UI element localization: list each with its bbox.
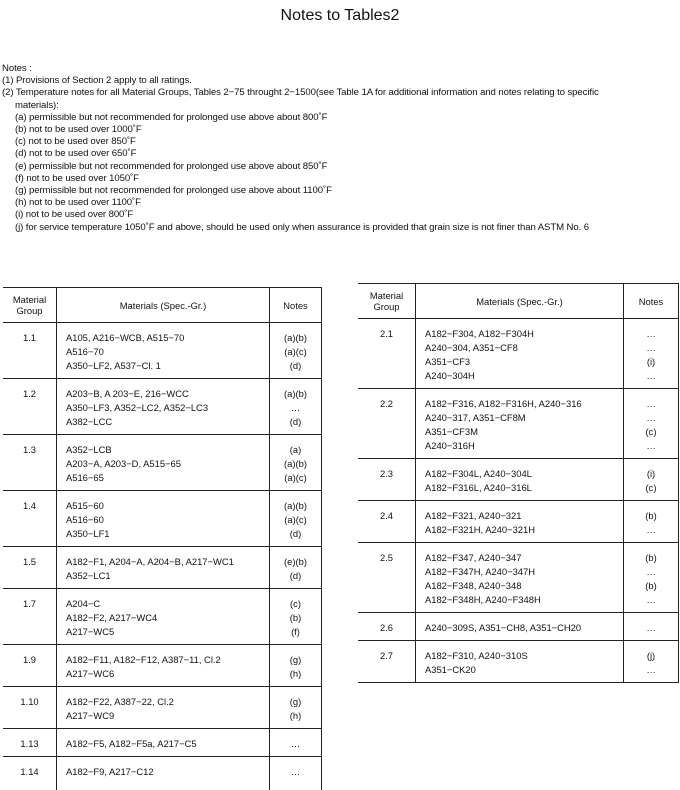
material-spec: A182−F304L, A240−304L bbox=[425, 468, 532, 479]
material-spec: A351−CK20 bbox=[425, 664, 476, 675]
table-header bbox=[3, 288, 322, 323]
material-spec: A182−F5, A182−F5a, A217−C5 bbox=[66, 738, 197, 749]
table-row bbox=[3, 435, 322, 491]
note-ref: (c) bbox=[645, 426, 657, 437]
material-group-cell: 2.6 bbox=[358, 613, 416, 641]
note-ref: … bbox=[290, 738, 301, 749]
note-ref: (b) bbox=[645, 510, 657, 521]
note-ref: … bbox=[646, 412, 656, 423]
table-row bbox=[3, 589, 322, 645]
temperature-note: (i) not to be used over 800˚F bbox=[15, 209, 134, 221]
material-spec: A516−65 bbox=[66, 472, 104, 483]
material-spec: A182−F2, A217−WC4 bbox=[66, 612, 158, 623]
materials-cell bbox=[57, 435, 270, 491]
materials-cell bbox=[416, 389, 624, 459]
material-spec: A240−309S, A351−CH8, A351−CH20 bbox=[425, 622, 582, 633]
table-row bbox=[358, 319, 679, 389]
notes-cell bbox=[270, 491, 322, 547]
note-ref: (h) bbox=[289, 668, 302, 679]
note-ref: (i) bbox=[646, 468, 656, 479]
material-spec: A203−B, A 203−E, 216−WCC bbox=[66, 388, 189, 399]
material-spec: A182−F22, A387−22, Cl.2 bbox=[66, 696, 174, 707]
material-group-cell: 1.4 bbox=[3, 491, 57, 547]
material-spec: A217−WC6 bbox=[66, 668, 115, 679]
note-ref: (b) bbox=[289, 612, 302, 623]
materials-cell bbox=[57, 757, 270, 790]
material-spec: A182−F321H, A240−321H bbox=[425, 524, 535, 535]
note-ref: … bbox=[290, 766, 301, 777]
material-table-group-1 bbox=[3, 287, 322, 790]
material-group-cell: 2.3 bbox=[358, 459, 416, 501]
note-ref: (b) bbox=[645, 580, 657, 591]
note-ref: (a)(c) bbox=[284, 346, 307, 357]
material-spec: A203−A, A203−D, A515−65 bbox=[66, 458, 181, 469]
material-group-cell: 2.2 bbox=[358, 389, 416, 459]
temperature-note: (f) not to be used over 1050˚F bbox=[15, 172, 139, 184]
table-row bbox=[358, 389, 679, 459]
temperature-notes bbox=[2, 112, 678, 234]
material-group-cell: 1.1 bbox=[3, 323, 57, 379]
header-material-group: Material Group bbox=[3, 288, 57, 323]
notes-cell bbox=[270, 687, 322, 729]
note-2: (2) Temperature notes for all Material Groups, Tables 2−75 throught 2−1500(see Table 1A for additional information and notes relating to specific bbox=[2, 87, 599, 99]
materials-cell bbox=[416, 543, 624, 613]
note-ref: … bbox=[646, 664, 656, 675]
material-spec: A382−LCC bbox=[66, 416, 113, 427]
note-ref: (d) bbox=[289, 360, 302, 371]
notes-cell bbox=[624, 501, 679, 543]
note-ref: (e)(b) bbox=[284, 556, 307, 567]
notes-cell bbox=[270, 729, 322, 757]
notes-cell bbox=[624, 459, 679, 501]
material-spec: A182−F348H, A240−F348H bbox=[425, 594, 541, 605]
note-2-cont: materials): bbox=[15, 99, 59, 111]
materials-cell bbox=[57, 491, 270, 547]
header-notes: Notes bbox=[624, 284, 679, 319]
notes-cell bbox=[270, 547, 322, 589]
table-header bbox=[358, 284, 679, 319]
material-spec: A240−304, A351−CF8 bbox=[425, 342, 518, 353]
notes-cell bbox=[270, 589, 322, 645]
material-group-cell: 1.2 bbox=[3, 379, 57, 435]
notes-heading: Notes : bbox=[2, 63, 32, 74]
table-row bbox=[3, 379, 322, 435]
table-row bbox=[3, 547, 322, 589]
note-ref: (g) bbox=[289, 654, 302, 665]
table-row bbox=[3, 757, 322, 790]
header-materials: Materials (Spec.-Gr.) bbox=[416, 284, 624, 319]
material-group-cell: 2.5 bbox=[358, 543, 416, 613]
note-1: (1) Provisions of Section 2 apply to all ratings. bbox=[2, 75, 192, 87]
material-spec: A217−WC5 bbox=[66, 626, 115, 637]
note-ref: … bbox=[646, 566, 656, 577]
notes-cell bbox=[270, 379, 322, 435]
material-group-cell: 1.13 bbox=[3, 729, 57, 757]
material-spec: A516−60 bbox=[66, 514, 104, 525]
material-spec: A217−WC9 bbox=[66, 710, 115, 721]
material-spec: A182−F316L, A240−316L bbox=[425, 482, 532, 493]
note-ref: (a)(c) bbox=[284, 472, 307, 483]
material-spec: A182−F316, A182−F316H, A240−316 bbox=[425, 398, 582, 409]
note-ref: (d) bbox=[289, 528, 302, 539]
material-spec: A240−304H bbox=[425, 370, 475, 381]
materials-cell bbox=[57, 379, 270, 435]
material-table-group-2 bbox=[358, 283, 679, 683]
materials-cell bbox=[57, 589, 270, 645]
material-spec: A182−F9, A217−C12 bbox=[66, 766, 154, 777]
material-spec: A515−60 bbox=[66, 500, 104, 511]
table-row bbox=[3, 491, 322, 547]
materials-cell bbox=[416, 501, 624, 543]
notes-cell bbox=[270, 757, 322, 790]
notes-cell bbox=[624, 613, 679, 641]
material-group-cell: 2.1 bbox=[358, 319, 416, 389]
note-ref: … bbox=[646, 440, 656, 451]
note-ref: (i) bbox=[646, 356, 656, 367]
temperature-note: (a) permissible but not recommended for prolonged use above about 800˚F bbox=[15, 111, 328, 123]
notes-cell bbox=[624, 319, 679, 389]
material-group-cell: 1.5 bbox=[3, 547, 57, 589]
material-spec: A351−CF3 bbox=[425, 356, 471, 367]
table-row bbox=[358, 459, 679, 501]
note-ref: (a) bbox=[289, 444, 302, 455]
table-row bbox=[358, 613, 679, 641]
note-ref: (a)(b) bbox=[284, 500, 307, 511]
table-row bbox=[3, 645, 322, 687]
temperature-note: (j) for service temperature 1050˚F and above, should be used only when assurance is provided that grain size is not finer than ASTM No. 6 bbox=[15, 221, 589, 233]
material-group-cell: 1.7 bbox=[3, 589, 57, 645]
notes-cell bbox=[270, 323, 322, 379]
header-notes: Notes bbox=[270, 288, 322, 323]
materials-cell bbox=[57, 729, 270, 757]
material-spec: A240−316H bbox=[425, 440, 475, 451]
note-ref: (j) bbox=[646, 650, 656, 661]
header-materials: Materials (Spec.-Gr.) bbox=[57, 288, 270, 323]
table-row bbox=[358, 543, 679, 613]
material-spec: A204−C bbox=[66, 598, 101, 609]
notes-cell bbox=[270, 435, 322, 491]
material-group-cell: 1.14 bbox=[3, 757, 57, 790]
temperature-note: (g) permissible but not recommended for prolonged use above about 1100˚F bbox=[15, 185, 332, 197]
note-ref: … bbox=[646, 328, 656, 339]
note-ref: … bbox=[290, 402, 301, 413]
material-group-cell: 2.4 bbox=[358, 501, 416, 543]
material-spec: A516−70 bbox=[66, 346, 104, 357]
note-ref: … bbox=[646, 594, 656, 605]
material-group-cell: 1.9 bbox=[3, 645, 57, 687]
material-spec: A352−LCB bbox=[66, 444, 112, 455]
material-spec: A240−317, A351−CF8M bbox=[425, 412, 526, 423]
note-ref: … bbox=[646, 342, 656, 353]
table-row bbox=[3, 323, 322, 379]
temperature-note: (h) not to be used over 1100˚F bbox=[15, 197, 141, 209]
material-spec: A182−F347, A240−347 bbox=[425, 552, 522, 563]
temperature-note: (c) not to be used over 850˚F bbox=[15, 136, 136, 148]
note-ref: … bbox=[646, 622, 656, 633]
note-ref: (a)(b) bbox=[284, 332, 307, 343]
temperature-note: (e) permissible but not recommended for prolonged use above about 850˚F bbox=[15, 160, 328, 172]
note-ref: (b) bbox=[645, 552, 657, 563]
notes-cell bbox=[270, 645, 322, 687]
table-row bbox=[358, 641, 679, 683]
materials-cell bbox=[416, 613, 624, 641]
table-row bbox=[358, 501, 679, 543]
page-title: Notes to Tables2 bbox=[280, 7, 400, 24]
material-spec: A350−LF2, A537−Cl. 1 bbox=[66, 360, 161, 371]
notes-cell bbox=[624, 543, 679, 613]
note-ref: (a)(c) bbox=[284, 514, 307, 525]
materials-cell bbox=[57, 547, 270, 589]
note-ref: (h) bbox=[289, 710, 302, 721]
material-spec: A182−F347H, A240−347H bbox=[425, 566, 535, 577]
note-ref: (a)(b) bbox=[284, 388, 307, 399]
note-ref: (a)(b) bbox=[284, 458, 307, 469]
material-spec: A352−LC1 bbox=[66, 570, 111, 581]
material-group-cell: 1.3 bbox=[3, 435, 57, 491]
materials-cell bbox=[57, 645, 270, 687]
material-group-cell: 1.10 bbox=[3, 687, 57, 729]
material-spec: A182−F304, A182−F304H bbox=[425, 328, 534, 339]
materials-cell bbox=[416, 641, 624, 683]
note-ref: (c) bbox=[645, 482, 657, 493]
note-ref: … bbox=[646, 524, 656, 535]
material-spec: A182−F11, A182−F12, A387−11, Cl.2 bbox=[66, 654, 221, 665]
materials-cell bbox=[416, 319, 624, 389]
material-spec: A105, A216−WCB, A515−70 bbox=[66, 332, 185, 343]
note-ref: (d) bbox=[289, 570, 302, 581]
table-row bbox=[3, 687, 322, 729]
material-group-cell: 2.7 bbox=[358, 641, 416, 683]
material-spec: A351−CF3M bbox=[425, 426, 478, 437]
material-spec: A350−LF3, A352−LC2, A352−LC3 bbox=[66, 402, 209, 413]
temperature-note: (d) not to be used over 650˚F bbox=[15, 148, 137, 160]
material-spec: A182−F1, A204−A, A204−B, A217−WC1 bbox=[66, 556, 234, 567]
header-material-group: Material Group bbox=[358, 284, 416, 319]
materials-cell bbox=[57, 687, 270, 729]
note-ref: … bbox=[646, 370, 656, 381]
notes-cell bbox=[624, 641, 679, 683]
materials-cell bbox=[416, 459, 624, 501]
note-ref: (c) bbox=[290, 598, 301, 609]
table-row bbox=[3, 729, 322, 757]
notes-section bbox=[2, 63, 678, 234]
material-spec: A350−LF1 bbox=[66, 528, 110, 539]
note-ref: (g) bbox=[289, 696, 302, 707]
material-spec: A182−F348, A240−348 bbox=[425, 580, 522, 591]
note-ref: … bbox=[646, 398, 656, 409]
notes-cell bbox=[624, 389, 679, 459]
note-ref: (f) bbox=[291, 626, 300, 637]
materials-cell bbox=[57, 323, 270, 379]
temperature-note: (b) not to be used over 1000˚F bbox=[15, 124, 142, 136]
note-ref: (d) bbox=[289, 416, 302, 427]
material-spec: A182−F321, A240−321 bbox=[425, 510, 522, 521]
material-spec: A182−F310, A240−310S bbox=[425, 650, 528, 661]
